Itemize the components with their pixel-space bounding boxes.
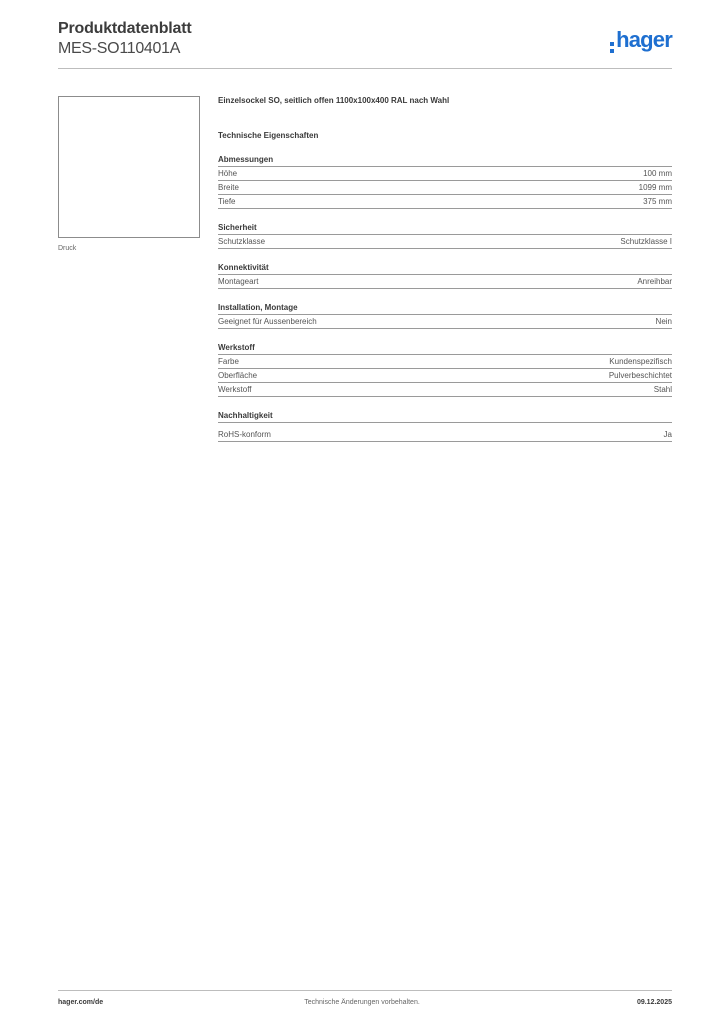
- logo-text: hager: [616, 27, 672, 52]
- properties-heading: Technische Eigenschaften: [218, 131, 319, 140]
- property-row: [218, 195, 672, 209]
- property-value: Nein: [655, 317, 672, 326]
- property-value: 1099 mm: [638, 183, 672, 192]
- section-nachhaltigkeit: [218, 411, 672, 442]
- property-value: Schutzklasse I: [620, 237, 672, 246]
- section-installation-montage: [218, 303, 672, 329]
- property-label: Tiefe: [218, 197, 236, 206]
- product-image-placeholder: [58, 96, 200, 238]
- hager-logo: [610, 27, 672, 54]
- property-value: Ja: [663, 430, 672, 439]
- property-row: [218, 275, 672, 289]
- property-row: [218, 369, 672, 383]
- property-label: Breite: [218, 183, 239, 192]
- page-title: Produktdatenblatt: [58, 20, 192, 37]
- property-row: [218, 383, 672, 397]
- property-value: 100 mm: [643, 169, 672, 178]
- property-label: RoHS-konform: [218, 430, 271, 439]
- section-title: Abmessungen: [218, 155, 672, 167]
- property-row: [218, 428, 672, 442]
- product-details: [218, 96, 672, 442]
- section-abmessungen: [218, 155, 672, 209]
- property-label: Schutzklasse: [218, 237, 266, 246]
- section-title: Konnektivität: [218, 263, 672, 275]
- footer-notice: Technische Änderungen vorbehalten.: [304, 999, 420, 1006]
- property-row: [218, 235, 672, 249]
- property-label: Werkstoff: [218, 385, 252, 394]
- header-divider: [58, 68, 672, 69]
- property-row: [218, 181, 672, 195]
- property-label: Oberfläche: [218, 371, 258, 380]
- property-label: Montageart: [218, 277, 259, 286]
- section-sicherheit: [218, 223, 672, 249]
- product-description: Einzelsockel SO, seitlich offen 1100x100x400 RAL nach Wahl: [218, 96, 450, 105]
- property-row: [218, 167, 672, 181]
- property-value: 375 mm: [643, 197, 672, 206]
- property-value: Kundenspezifisch: [609, 357, 672, 366]
- property-value: Stahl: [653, 385, 672, 394]
- section-werkstoff: [218, 343, 672, 397]
- footer-website: hager.com/de: [58, 999, 104, 1006]
- property-label: Höhe: [218, 169, 238, 178]
- section-title: Sicherheit: [218, 223, 672, 235]
- property-label: Farbe: [218, 357, 239, 366]
- footer-date: 09.12.2025: [636, 999, 672, 1006]
- section-title: Nachhaltigkeit: [218, 411, 672, 423]
- property-value: Pulverbeschichtet: [608, 371, 672, 380]
- product-number: MES-SO110401A: [58, 40, 181, 57]
- section-konnektivitaet: [218, 263, 672, 289]
- footer-divider: [58, 990, 672, 991]
- property-value: Anreihbar: [637, 277, 672, 286]
- section-title: Werkstoff: [218, 343, 672, 355]
- logo-colon-mark: [610, 42, 614, 53]
- property-row: [218, 355, 672, 369]
- property-row: [218, 315, 672, 329]
- product-image-caption: Druck: [58, 245, 77, 252]
- property-label: Geeignet für Aussenbereich: [218, 317, 317, 326]
- section-title: Installation, Montage: [218, 303, 672, 315]
